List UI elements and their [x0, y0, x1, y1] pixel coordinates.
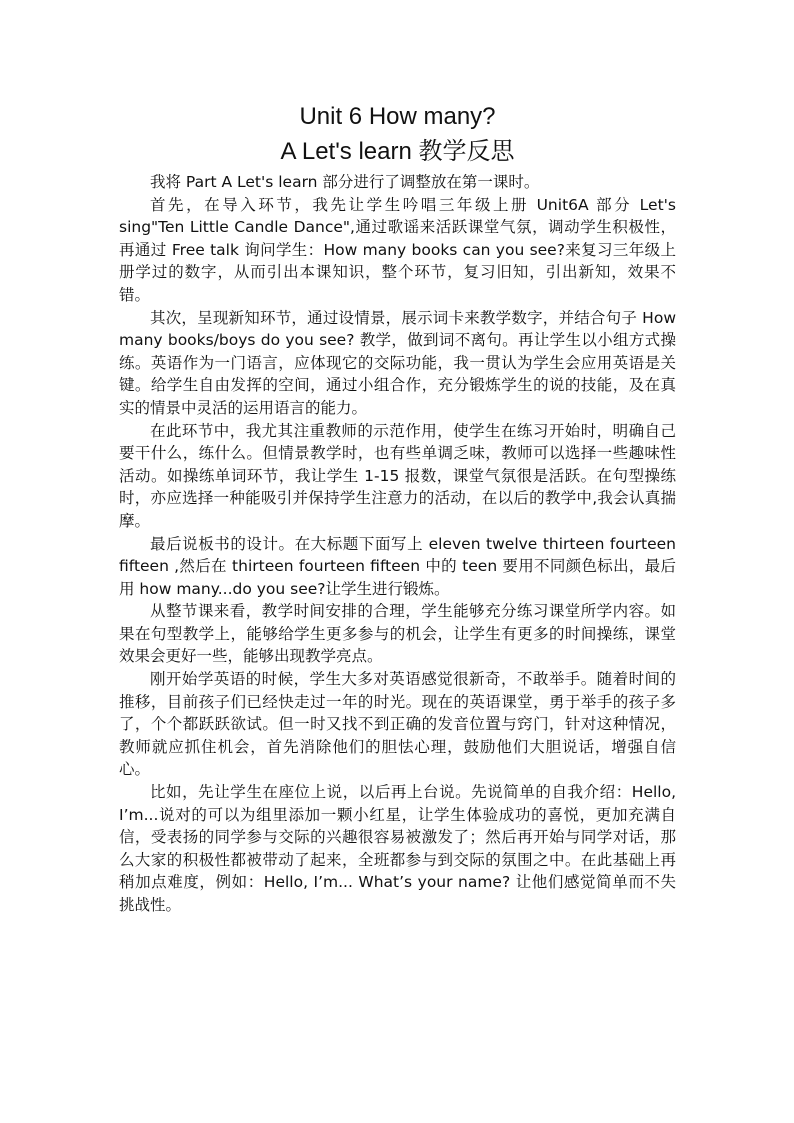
document-title-line1: Unit 6 How many?: [299, 103, 496, 130]
paragraph-second: 其次，呈现新知环节，通过设情景，展示词卡来教学数字，并结合句子 How many books/boys do you see? 教学，做到词不离句。再让学生以小组方式操练。英语作为一门语言，应体现它的交际功能，我一贯认为学生会应用英语是关键。给学生自由发挥的空间，通过小组合作，充分锻炼学生的说的技能，及在真实的情景中灵活的运用语言的能力。: [119, 308, 676, 417]
paragraph-first: 首先，在导入环节，我先让学生吟唱三年级上册 Unit6A 部分 Let's sing"Ten Little Candle Dance",通过歌谣来活跃课堂气氛，调动学生积极性，再通过 Free talk 询问学生：How many books can you see?来复习三年级上册学过的数字，从而引出本课知识，整个环节，复习旧知，引出新知，效果不错。: [119, 195, 676, 304]
paragraph-example: 比如，先让学生在座位上说，以后再上台说。先说简单的自我介绍：Hello, I’m...说对的可以为组里添加一颗小红星，让学生体验成功的喜悦，更加充满自信，受表扬的同学参与交际的兴趣很容易被激发了；然后再开始与同学对话，那么大家的积极性都被带动了起来，全班都参与到交际的氛围之中。在此基础上再稍加点难度，例如：Hello, I’m... What’s your name? 让他们感觉简单而不失挑战性。: [119, 783, 676, 914]
paragraph-intro: 我将 Part A Let's learn 部分进行了调整放在第一课时。: [150, 173, 540, 191]
paragraph-demonstration: 在此环节中，我尤其注重教师的示范作用，使学生在练习开始时，明确自己要干什么，练什么。但情景教学时，也有些单调乏味，教师可以选择一些趣味性活动。如操练单词环节，我让学生 1-15 报数，课堂气氛很是活跃。在句型操练时，亦应选择一种能吸引并保持学生注意力的活动，在以后的教学中,我会认真揣摩。: [119, 421, 676, 530]
paragraph-blackboard: 最后说板书的设计。在大标题下面写上 eleven twelve thirteen fourteen fifteen ,然后在 thirteen fourteen fifteen 中的 teen 要用不同颜色标出，最后用 how many...do you see?让学生进行锻炼。: [119, 534, 676, 598]
document-body: [119, 171, 676, 917]
document-title-line2: A Let's learn 教学反思: [280, 138, 515, 165]
paragraph-confidence: 刚开始学英语的时候，学生大多对英语感觉很新奇，不敢举手。随着时间的推移，目前孩子们已经快走过一年的时光。现在的英语课堂，勇于举手的孩子多了，个个都跃跃欲试。但一时又找不到正确的发音位置与窍门，针对这种情况，教师就应抓住机会，首先消除他们的胆怯心理，鼓励他们大胆说话，增强自信心。: [119, 670, 676, 779]
paragraph-overall: 从整节课来看，教学时间安排的合理，学生能够充分练习课堂所学内容。如果在句型教学上，能够给学生更多参与的机会，让学生有更多的时间操练，课堂效果会更好一些，能够出现教学亮点。: [119, 602, 676, 666]
